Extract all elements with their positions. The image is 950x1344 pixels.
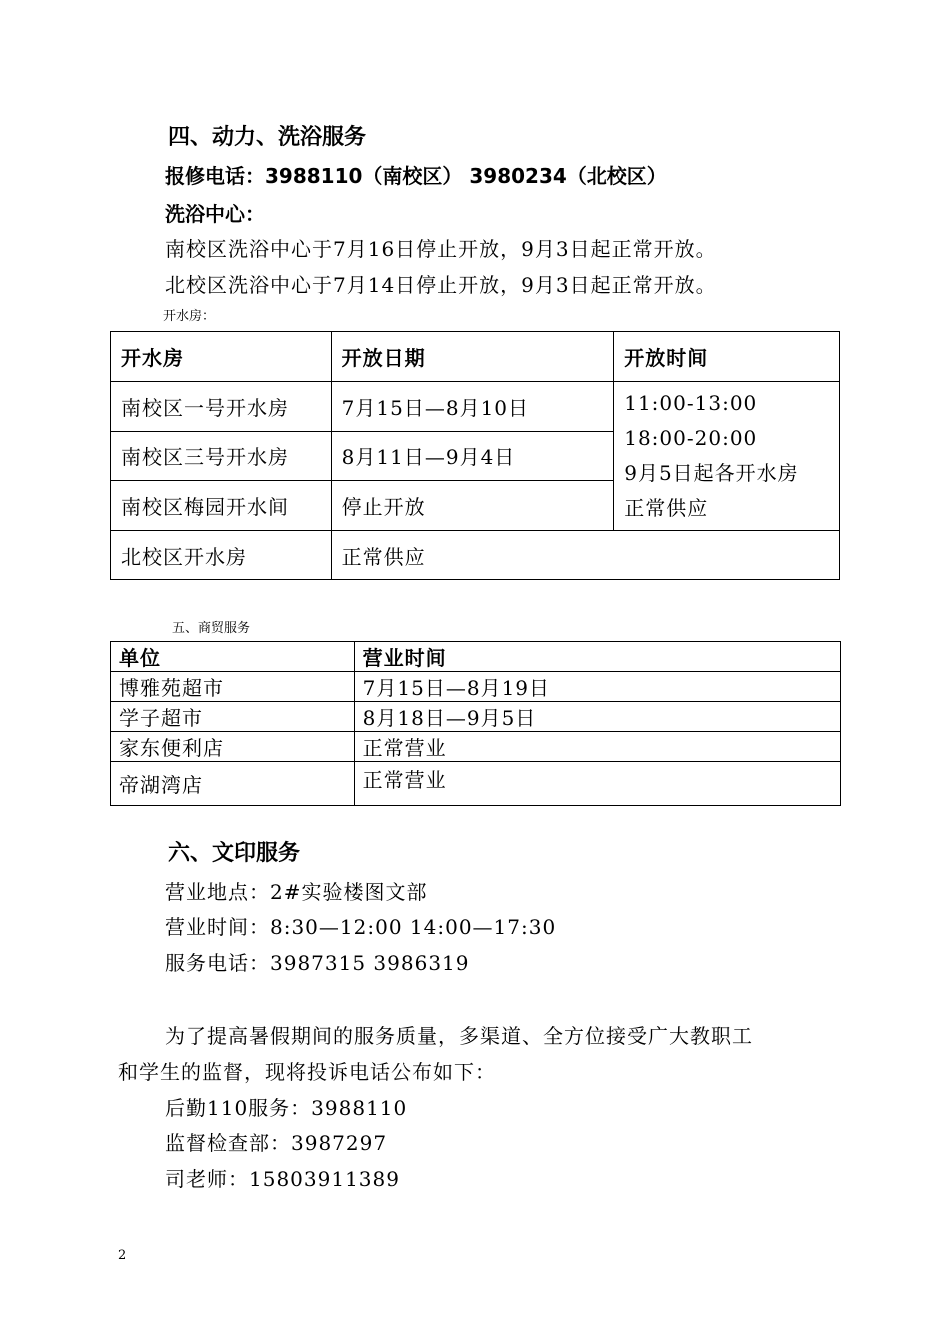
shop-time: 8月18日—9月5日 bbox=[354, 702, 840, 732]
water-room-time-cell bbox=[614, 382, 840, 531]
time-line: 9月5日起各开水房 bbox=[624, 461, 799, 485]
shop-time: 正常营业 bbox=[354, 762, 840, 806]
complaint-paragraph-line2: 和学生的监督，现将投诉电话公布如下： bbox=[118, 1060, 496, 1084]
complaint-item: 监督检查部：3987297 bbox=[165, 1131, 388, 1155]
table-header-cell: 开放日期 bbox=[331, 332, 614, 382]
repair-phone: 报修电话：3988110（南校区） 3980234（北校区） bbox=[165, 164, 667, 188]
table-row bbox=[111, 382, 840, 432]
table-header-cell: 单位 bbox=[111, 642, 355, 672]
water-room-date: 正常供应 bbox=[331, 531, 839, 580]
shop-name: 学子超市 bbox=[111, 702, 355, 732]
time-line: 18:00-20:00 bbox=[624, 426, 758, 450]
table-row bbox=[111, 531, 840, 580]
water-room-date: 停止开放 bbox=[331, 481, 614, 531]
table-row bbox=[111, 762, 841, 806]
water-room-label: 开水房： bbox=[163, 309, 216, 324]
shop-table bbox=[110, 641, 841, 806]
section6-title: 六、文印服务 bbox=[168, 841, 301, 866]
water-room-name: 南校区梅园开水间 bbox=[111, 481, 332, 531]
bath-center-title: 洗浴中心： bbox=[165, 202, 265, 226]
table-row bbox=[111, 672, 841, 702]
complaint-item: 后勤110服务：3988110 bbox=[165, 1096, 408, 1120]
print-hours: 营业时间：8:30—12:00 14:00—17:30 bbox=[165, 915, 557, 939]
water-room-date: 7月15日—8月10日 bbox=[331, 382, 614, 432]
shop-name: 帝湖湾店 bbox=[111, 762, 355, 806]
water-room-name: 南校区三号开水房 bbox=[111, 431, 332, 481]
complaint-paragraph-line1: 为了提高暑假期间的服务质量，多渠道、全方位接受广大教职工 bbox=[165, 1024, 753, 1048]
table-row bbox=[111, 702, 841, 732]
time-line: 正常供应 bbox=[624, 496, 709, 520]
water-room-name: 北校区开水房 bbox=[111, 531, 332, 580]
water-room-table bbox=[110, 331, 840, 580]
table-header-cell: 开水房 bbox=[111, 332, 332, 382]
complaint-item: 司老师：15803911389 bbox=[165, 1167, 400, 1191]
table-header-cell: 营业时间 bbox=[354, 642, 840, 672]
section5-title: 五、商贸服务 bbox=[172, 621, 251, 636]
bath-north-text: 北校区洗浴中心于7月14日停止开放，9月3日起正常开放。 bbox=[165, 273, 717, 297]
time-line: 11:00-13:00 bbox=[624, 391, 758, 415]
shop-time: 7月15日—8月19日 bbox=[354, 672, 840, 702]
table-row bbox=[111, 732, 841, 762]
print-location: 营业地点：2#实验楼图文部 bbox=[165, 880, 428, 904]
table-header-row bbox=[111, 332, 840, 382]
bath-south-text: 南校区洗浴中心于7月16日停止开放，9月3日起正常开放。 bbox=[165, 237, 717, 261]
shop-name: 家东便利店 bbox=[111, 732, 355, 762]
print-phone: 服务电话：3987315 3986319 bbox=[165, 951, 470, 975]
shop-name: 博雅苑超市 bbox=[111, 672, 355, 702]
water-room-name: 南校区一号开水房 bbox=[111, 382, 332, 432]
shop-time: 正常营业 bbox=[354, 732, 840, 762]
table-header-cell: 开放时间 bbox=[614, 332, 840, 382]
table-header-row bbox=[111, 642, 841, 672]
water-room-date: 8月11日—9月4日 bbox=[331, 431, 614, 481]
section4-title: 四、动力、洗浴服务 bbox=[168, 125, 367, 150]
page-number: 2 bbox=[118, 1248, 127, 1263]
